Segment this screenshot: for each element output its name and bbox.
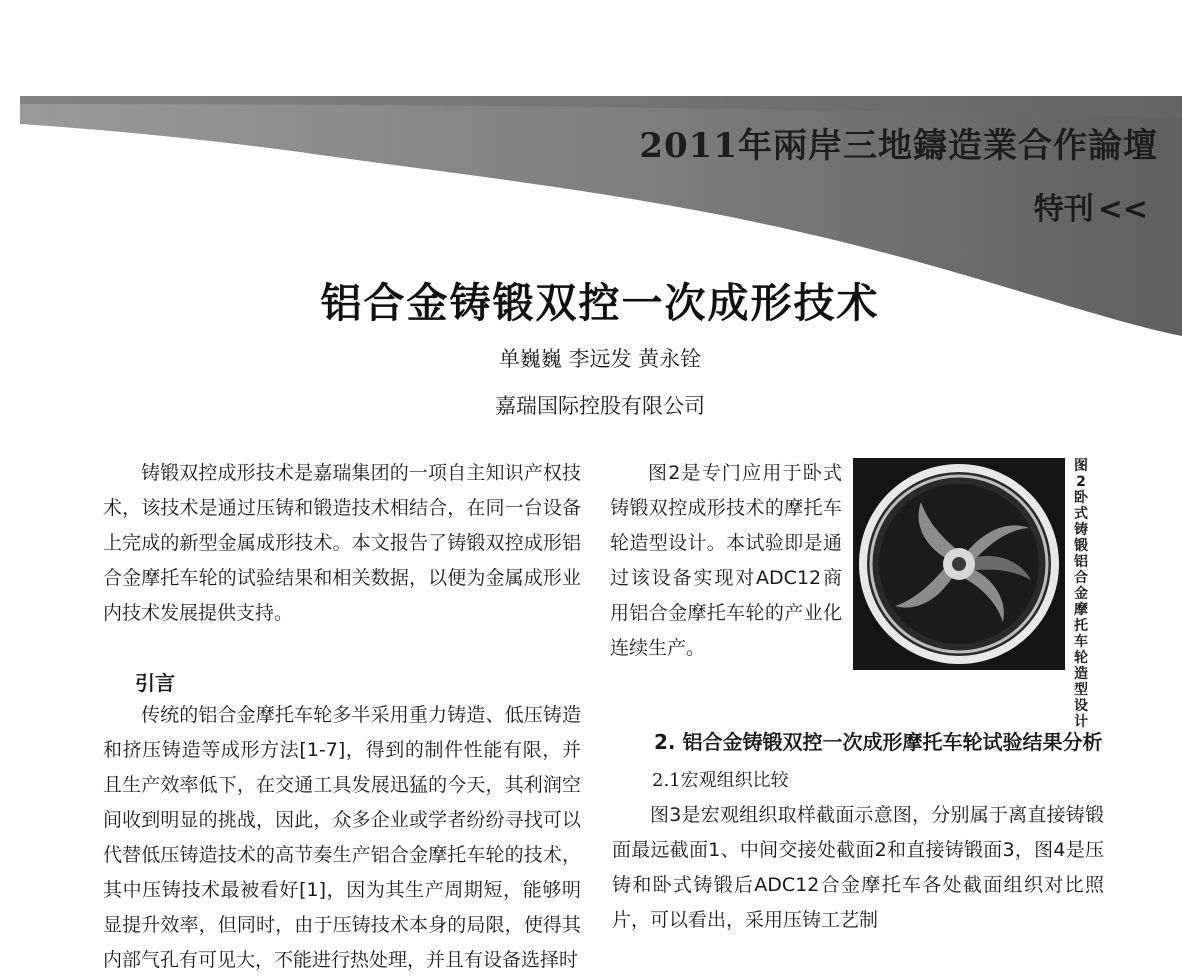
paper-title: 铝合金铸锻双控一次成形技术 — [320, 279, 880, 327]
section-heading-intro: 引言 — [135, 671, 175, 695]
left-column — [103, 456, 581, 978]
figure-caption: 图2卧式铸锻铝合金摩托车轮造型设计 — [1074, 458, 1088, 730]
authors: 单巍巍 李远发 黄永铨 — [498, 347, 702, 371]
special-issue-text: 特刊 — [1033, 192, 1094, 227]
forum-title: 2011年兩岸三地鑄造業合作論壇 — [639, 126, 1158, 166]
intro-text: 传统的铝合金摩托车轮多半采用重力铸造、低压铸造和挤压铸造等成形方法[1-7]，得到的制件性能有限，并且生产效率低下，在交通工具发展迅猛的今天，其利润空间收到明显的挑战，因此，众多企业或学者纷纷寻找可以代替低压铸造技术的高节奏生产铝合金摩托车轮的技术，其中压铸技术最被看好[1]，因为其生产周期短，能够明显提升效率，但同时，由于压铸技术本身的局限，使得其内部气孔有可见大，不能进行热处理，并且有设备选择时 — [103, 704, 581, 971]
right-column — [612, 722, 1104, 938]
affiliation: 嘉瑞国际控股有限公司 — [495, 394, 705, 418]
motorcycle-wheel-icon — [853, 458, 1065, 670]
chevron-left-icon: << — [1097, 192, 1148, 227]
special-issue-label — [1034, 184, 1148, 228]
section-heading-2: 2. 铝合金铸锻双控一次成形摩托车轮试验结果分析 — [654, 730, 1103, 754]
section-2-text: 图3是宏观组织取样截面示意图，分别属于离直接铸锻面最远截面1、中间交接处截面2和直接铸锻面3，图4是压铸和卧式铸锻后ADC12合金摩托车各处截面组织对比照片，可以看出，采用压铸工艺制 — [612, 804, 1104, 931]
abstract: 铸锻双控成形技术是嘉瑞集团的一项自主知识产权技术，该技术是通过压铸和锻造技术相结合，在同一台设备上完成的新型金属成形技术。本文报告了铸锻双控成形铝合金摩托车轮的试验结果和相关数据，以便为金属成形业内技术发展提供支持。 — [103, 462, 581, 624]
figure-description: 图2是专门应用于卧式铸锻双控成形技术的摩托车轮造型设计。本试验即是通过该设备实现对ADC12商用铝合金摩托车轮的产业化连续生产。 — [610, 462, 842, 659]
subsection-2-1: 2.1宏观组织比较 — [652, 770, 789, 791]
figure-wheel-image — [853, 458, 1065, 670]
